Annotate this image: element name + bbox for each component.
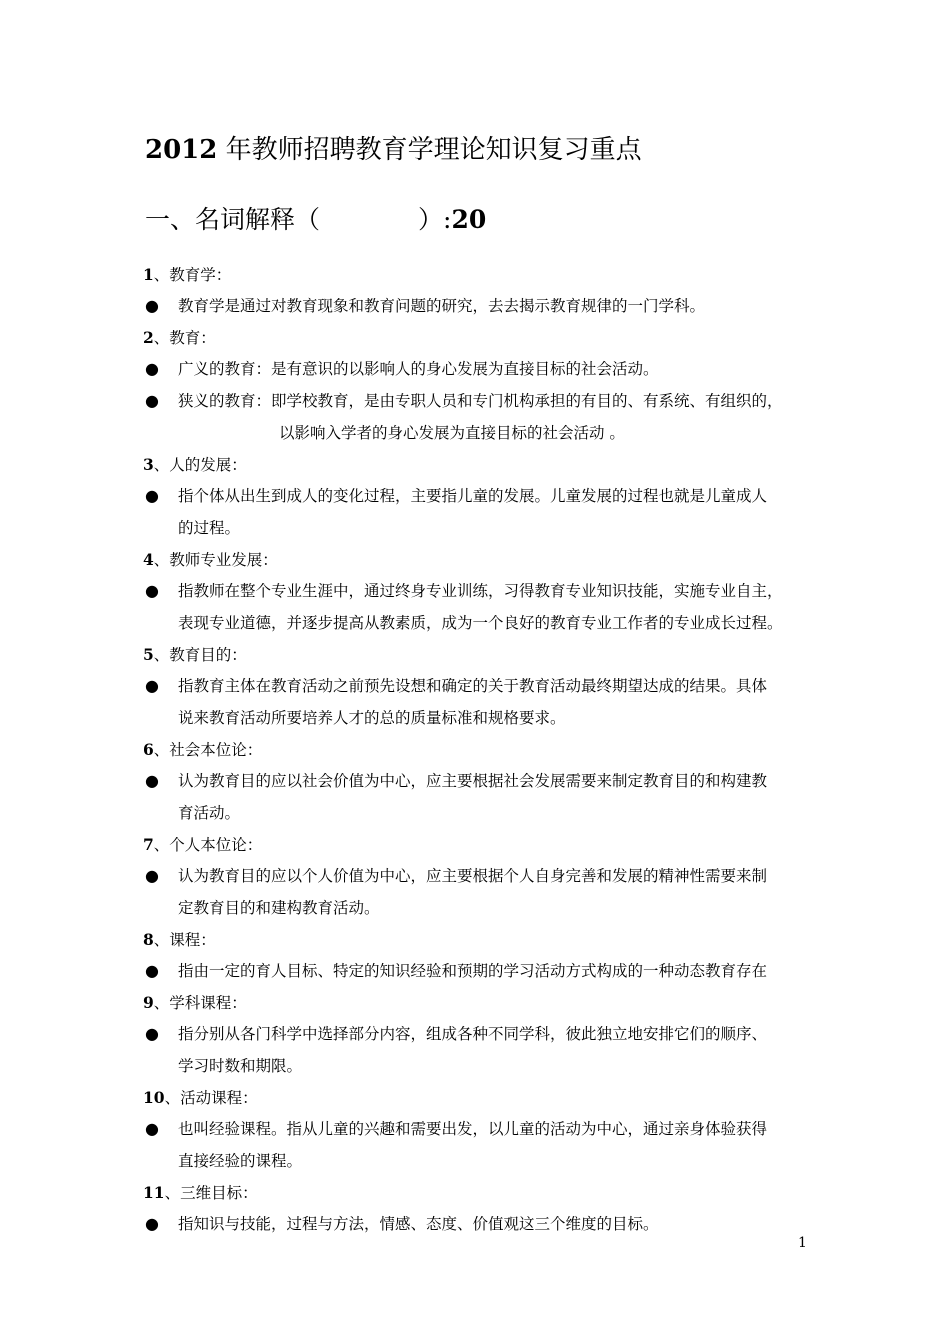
definition-bullet <box>143 575 813 639</box>
definition-bullet <box>143 860 813 924</box>
term-number: 7 <box>143 835 154 854</box>
definition-line: 育活动。 <box>178 804 241 822</box>
bullet-icon: ● <box>145 1119 159 1138</box>
definition-line: 认为教育目的应以个人价值为中心，应主要根据个人自身完善和发展的精神性需要来制 <box>178 867 768 885</box>
term-number: 3 <box>143 455 154 474</box>
term-heading <box>143 1082 813 1113</box>
term-number: 6 <box>143 740 154 759</box>
definition-line: 也叫经验课程。指从儿童的兴趣和需要出发，以儿童的活动为中心，通过亲身体验获得 <box>178 1120 768 1138</box>
bullet-icon: ● <box>145 486 159 505</box>
definition-line: 定教育目的和建构教育活动。 <box>178 899 380 917</box>
bullet-icon: ● <box>145 1214 159 1233</box>
term-number: 10 <box>143 1088 165 1107</box>
term-label: 、活动课程： <box>164 1089 258 1107</box>
bullet-icon: ● <box>145 296 159 315</box>
section-heading <box>145 200 486 240</box>
term-label: 、教育： <box>153 329 216 347</box>
term-number: 8 <box>143 930 154 949</box>
definition-line: 指知识与技能，过程与方法，情感、态度、价值观这三个维度的目标。 <box>178 1215 659 1233</box>
section-close: ）: <box>418 205 452 234</box>
term-label: 、教育目的： <box>153 646 247 664</box>
definition-line: 直接经验的课程。 <box>178 1152 303 1170</box>
definition-line: 狭义的教育：即学校教育，是由专职人员和专门机构承担的有目的、有系统、有组织的， <box>178 392 783 410</box>
definition-line: 广义的教育：是有意识的以影响人的身心发展为直接目标的社会活动。 <box>178 360 659 378</box>
definition-line: 指个体从出生到成人的变化过程，主要指儿童的发展。儿童发展的过程也就是儿童成人 <box>178 487 768 505</box>
term-heading <box>143 734 813 765</box>
title-year: 2012 <box>145 135 218 165</box>
definition-bullet <box>143 1018 813 1082</box>
term-label: 、学科课程： <box>153 994 247 1012</box>
bullet-icon: ● <box>145 676 159 695</box>
definition-bullet <box>143 1208 813 1240</box>
term-heading <box>143 259 813 290</box>
term-number: 11 <box>143 1183 165 1202</box>
term-heading <box>143 449 813 480</box>
definition-line: 认为教育目的应以社会价值为中心，应主要根据社会发展需要来制定教育目的和构建教 <box>178 772 768 790</box>
bullet-icon: ● <box>145 359 159 378</box>
definition-line: 指教师在整个专业生涯中，通过终身专业训练，习得教育专业知识技能，实施专业自主， <box>178 582 783 600</box>
definition-bullet <box>143 955 813 987</box>
definition-bullet <box>143 290 813 322</box>
term-label: 、教师专业发展： <box>153 551 278 569</box>
term-number: 4 <box>143 550 154 569</box>
definition-bullet <box>143 1113 813 1177</box>
bullet-icon: ● <box>145 1024 159 1043</box>
term-number: 5 <box>143 645 154 664</box>
term-heading <box>143 322 813 353</box>
section-score: 20 <box>451 205 487 234</box>
bullet-icon: ● <box>145 581 159 600</box>
term-number: 1 <box>143 265 154 284</box>
term-label: 、人的发展： <box>153 456 247 474</box>
definition-line: 指由一定的育人目标、特定的知识经验和预期的学习活动方式构成的一种动态教育存在 <box>178 962 768 980</box>
definition-line: 指教育主体在教育活动之前预先设想和确定的关于教育活动最终期望达成的结果。具体 <box>178 677 768 695</box>
bullet-icon: ● <box>145 391 159 410</box>
definition-line: 的过程。 <box>178 519 241 537</box>
term-label: 、社会本位论： <box>153 741 263 759</box>
bullet-icon: ● <box>145 961 159 980</box>
term-label: 、教育学： <box>153 266 232 284</box>
definition-bullet <box>143 353 813 385</box>
term-number: 9 <box>143 993 154 1012</box>
bullet-icon: ● <box>145 866 159 885</box>
term-heading <box>143 987 813 1018</box>
definition-line: 学习时数和期限。 <box>178 1057 303 1075</box>
definition-bullet <box>143 670 813 734</box>
term-label: 、三维目标： <box>164 1184 258 1202</box>
term-heading <box>143 544 813 575</box>
definition-line: 说来教育活动所要培养人才的总的质量标准和规格要求。 <box>178 709 566 727</box>
term-heading <box>143 639 813 670</box>
document-title <box>145 130 642 170</box>
term-label: 、课程： <box>153 931 216 949</box>
term-heading <box>143 829 813 860</box>
definition-bullet <box>143 765 813 829</box>
term-label: 、个人本位论： <box>153 836 263 854</box>
definition-line: 指分别从各门科学中选择部分内容，组成各种不同学科，彼此独立地安排它们的顺序、 <box>178 1025 768 1043</box>
definition-line: 教育学是通过对教育现象和教育问题的研究，去去揭示教育规律的一门学科。 <box>178 297 706 315</box>
term-list <box>143 259 813 1240</box>
term-heading <box>143 1177 813 1208</box>
page-number: 1 <box>798 1235 807 1251</box>
definition-line: 以影响入学者的身心发展为直接目标的社会活动 。 <box>279 424 625 442</box>
definition-line: 表现专业道德，并逐步提高从教素质，成为一个良好的教育专业工作者的专业成长过程。 <box>178 614 783 632</box>
definition-bullet <box>143 480 813 544</box>
section-label: 一、名词解释（ <box>145 205 321 234</box>
bullet-icon: ● <box>145 771 159 790</box>
title-text: 年教师招聘教育学理论知识复习重点 <box>217 135 642 165</box>
term-heading <box>143 924 813 955</box>
definition-bullet <box>143 385 813 449</box>
term-number: 2 <box>143 328 154 347</box>
